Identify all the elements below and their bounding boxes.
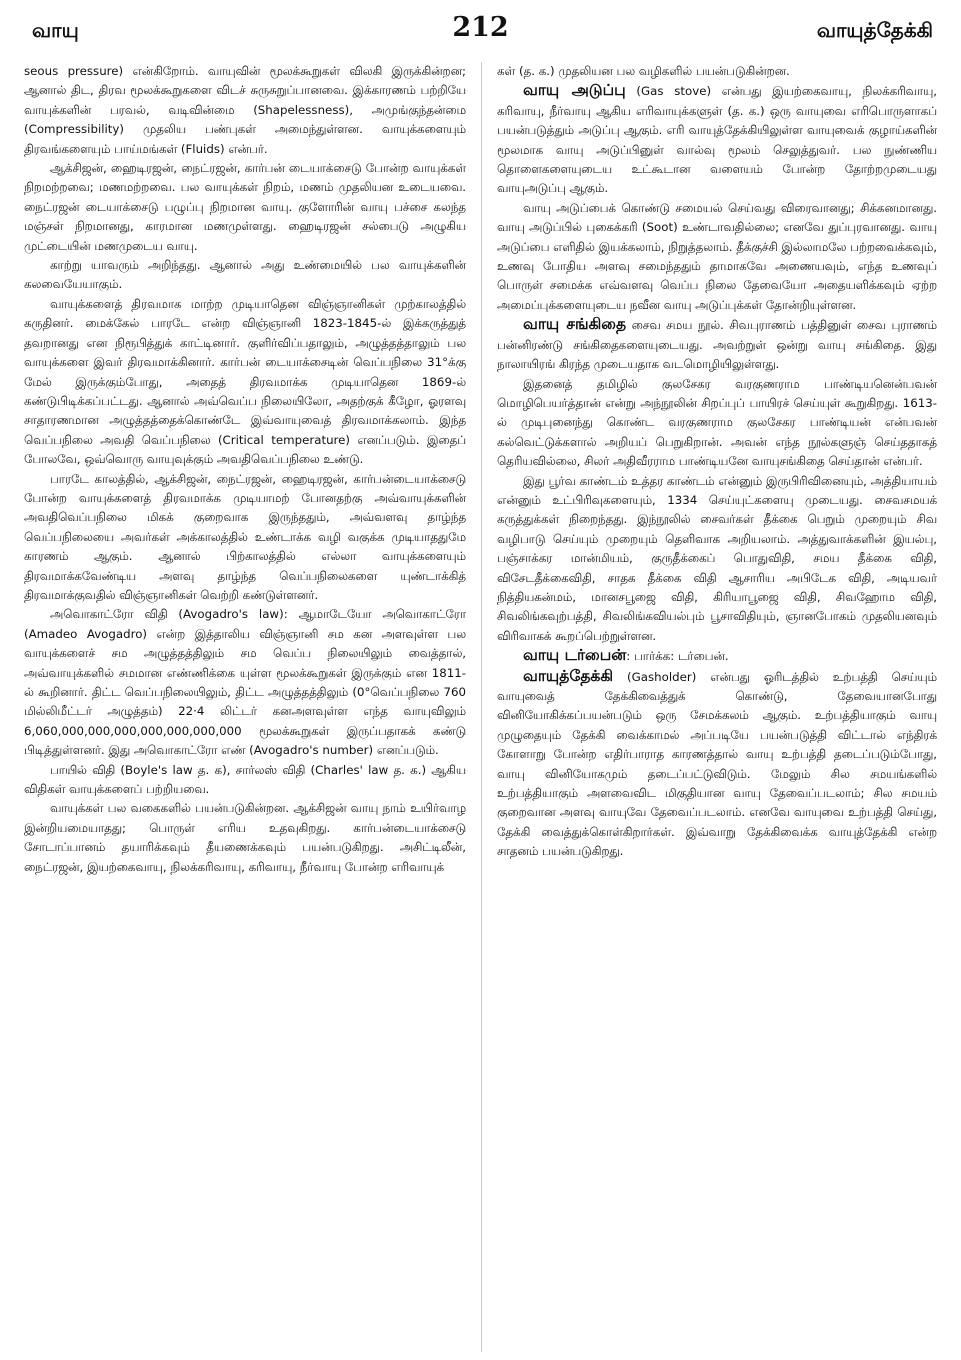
- right-column: [497, 62, 937, 1352]
- entry-title: வாயு அடுப்பு: [523, 81, 626, 100]
- paragraph: ஆக்சிஜன், ஹைடிரஜன், நைட்ரஜன், கார்பன் டையாக்சைடு போன்ற வாயுக்கள் நிறமற்றவை; மணமற்றவை. பல வாயுக்கள் நிறம், மணம் முதலியன உடையவை. நைட்ரஜன் டையாக்சைடு பழுப்பு நிறமான வாயு. குளோரின் வாயு பச்சை கலந்த மஞ்சள் நிறமானது, காரமான மணமுள்ளது. ஹைடிரஜன் சல்பைடு அழுகிய முட்டையின் மணமுடைய வாயு.: [24, 161, 466, 253]
- paragraph: வாயுக்களைத் திரவமாக மாற்ற முடியாதென விஞ்ஞானிகள் முற்காலத்தில் கருதினர். மைக்கேல் பாரடே என்ற விஞ்ஞானி 1823-1845-ல் இக்கருத்துத் தவறானது என நிரூபித்துக் காட்டினார். குளிர்விப்பதாலும், அழுத்தத்தாலும் பல வாயுக்களை இவர் திரவமாக்கினார். கார்பன் டையாக்சைடின் வெப்பநிலை 31°க்கு மேல் இருக்கும்போது, அதைத் திரவமாக்க முடியாதென 1869-ல் கண்டுபிடிக்கப்பட்டது. ஆனால் அவ்வெப்ப நிலையிலோ, அதற்குக் கீழோ, ஓரளவு சாதாரணமான அழுத்தத்தைக்கொண்டே இவ்வாயுவைத் திரவமாக்கலாம். இந்த வெப்பநிலை அவதி வெப்பநிலை (Critical temperature) எனப்படும். இதைப் போலவே, ஒவ்வொரு வாயுவுக்கும் அவதிவெப்பநிலை உண்டு.: [24, 296, 466, 467]
- column-divider: [481, 62, 482, 1352]
- paragraph: காற்று யாவரும் அறிந்தது. ஆனால் அது உண்மையில் பல வாயுக்களின் கலவையேயாகும்.: [24, 258, 466, 292]
- page-number: 212: [452, 12, 509, 43]
- paragraph: பாரடே காலத்தில், ஆக்சிஜன், நைட்ரஜன், ஹைடிரஜன், கார்பன்டையாக்சைடு போன்ற வாயுக்களைத் திரவமாக்க முடியாமற் போனதற்கு அவ்வாயுக்களின் அவதிவெப்பநிலை மிகக் குறைவாக இருந்ததும், அவ்வளவு தாழ்ந்த வெப்பநிலையை அவர்கள் அக்காலத்தில் உண்டாக்க வழி வகுக்க முடியாததுமே காரணம் ஆகும். ஆனால் பிற்காலத்தில் எல்லா வாயுக்களையும் திரவமாக்கவேண்டிய அளவு தாழ்ந்த வெப்பநிலைகளை யுண்டாக்கித் திரவமாக்குவதில் விஞ்ஞானிகள் வெற்றி கண்டுள்ளனர்.: [24, 471, 466, 602]
- paragraph: கள் (த. க.) முதலியன பல வழிகளில் பயன்படுகின்றன.: [497, 64, 790, 78]
- entry-gasholder: [497, 667, 937, 862]
- cross-reference: : பார்க்க: டர்பைன்.: [626, 649, 729, 664]
- entry-title: வாயு டர்பைன்: [523, 646, 627, 665]
- entry-text: (Gas stove) என்பது இயற்கைவாயு, நிலக்கரிவாயு, கரிவாயு, நீர்வாயு ஆகிய எரிவாயுக்களுள் (த. க.) ஒரு வாயுவை எரிபொருளாகப் பயன்படுத்தும் அடுப்பு ஆகும். எரி வாயுத்தேக்கியிலுள்ள வாயுவைக் குழாய்களின் மூலமாக வாயு அடுப்பினுள் வால்வு மூலம் செலுத்துவர். பல நுண்ணிய தொளைகளையுடைய உட்கூடான வளையம் போன்ற தோற்றமுடையது வாயுஅடுப்பு ஆகும்.: [497, 84, 937, 196]
- entry-text: சைவ சமய நூல். சிவபுராணம் பத்தினுள் சைவ புராணம் பன்னிரண்டு சங்கிதைகளையுடையது. அவற்றுள் ஒன்று வாயு சங்கிதை. இது நாலாயிரங் கிரந்த முடையதாக வடமொழியிலுள்ளது.: [497, 318, 937, 372]
- paragraph: இதனைத் தமிழில் குலசேகர வரகுணராம பாண்டியனென்பவன் மொழிபெயர்த்தான் என்று அந்நூலின் சிறப்புப் பாயிரச் செய்யுள் கூறுகிறது. 1613-ல் முடிபுனைந்து கொண்ட வரகுணராம குலசேகர பாண்டியன் என்பவன் கல்வெட்டுக்களால் அறியப் பெறுகிறான். அவன் எந்த நூல்களுஞ் செய்ததாகத் தெரியவில்லை, சிலர் அதிவீரராம பாண்டியனே வாயுசங்கிதை செய்தான் என்பர்.: [497, 376, 937, 469]
- entry-gas-stove: [497, 81, 937, 198]
- entry-vayu-samhita: [497, 315, 937, 374]
- paragraph: அவொகாட்ரோ விதி (Avogadro's law): ஆமாடேயோ அவொகாட்ரோ (Amadeo Avogadro) என்ற இத்தாலிய விஞ்ஞானி சம கன அளவுள்ள பல வாயுக்களைச் சம அழுத்தத்திலும் சம வெப்ப நிலையிலும் வைத்தால், அவ்வாயுக்களில் சமமான எண்ணிக்கை யுள்ள மூலக்கூறுகள் இருக்கும் என 1811-ல் கூறினார். திட்ட வெப்பநிலையிலும், திட்ட அழுத்தத்திலும் (0°வெப்பநிலை 760 மில்லிமீட்டர் அழுத்தம்) 22·4 லிட்டர் கனஅளவுள்ள எந்த வாயுவிலும் 6,060,000,000,000,000,000,000,000 மூலக்கூறுகள் இருப்பதாகக் கண்டு பிடித்துள்ளனர். இது அவொகாட்ரோ எண் (Avogadro's number) எனப்படும்.: [24, 607, 466, 758]
- page-header: [24, 10, 937, 50]
- entry-vayu-turbine: [497, 646, 937, 666]
- entry-title: வாயு சங்கிதை: [523, 315, 627, 334]
- entry-title: வாயுத்தேக்கி: [523, 666, 614, 685]
- left-column: [24, 62, 466, 1352]
- paragraph: பாயில் விதி (Boyle's law த. க), சார்லஸ் விதி (Charles' law த. க.) ஆகிய விதிகள் வாயுக்களைப் பற்றியவை.: [24, 762, 466, 797]
- paragraph: seous pressure) என்கிறோம். வாயுவின் மூலக்கூறுகள் விலகி இருக்கின்றன; ஆனால் திட, திரவ மூலக்கூறுகளை விடச் சுருசுறுப்பானவை. இக்காரணம் பற்றியே வாயுக்களின் பரவல், வடிவின்மை (Shapelessness), அமுங்குந்தன்மை (Compressibility) முதலிய பண்புகள் அமைந்துள்ளன. வாயுக்களையும் திரவங்களையும் பாய்மங்கள் (Fluids) என்பர்.: [24, 64, 466, 156]
- running-head-right: வாயுத்தேக்கி: [816, 18, 933, 42]
- paragraph: வாயு அடுப்பைக் கொண்டு சமையல் செய்வது விரைவானது; சிக்கனமானது. வாயு அடுப்பில் புகைக்கரி (Soot) உண்டாவதில்லை; எனவே துப்புரவானது. வாயு அடுப்பை எளிதில் இயக்கலாம், நிறுத்தலாம். தீக்குச்சி இல்லாமலே பற்றவைக்கவும், உணவு போதிய அளவு சமைந்ததும் தாமாகவே அணையவும், எந்த உணவுப் பொருள் சமைக்க எவ்வளவு வெப்ப நிலை தேவையோ அதையளிக்கவும் ஏற்ற அமைப்புக்களையுடைய நவீன வாயு அடுப்புக்கள் தோன்றியுள்ளன.: [497, 200, 937, 312]
- running-head-left: வாயு: [32, 18, 79, 42]
- entry-text: (Gasholder) என்பது ஓரிடத்தில் உற்பத்தி செய்யும் வாயுவைத் தேக்கிவைத்துக் கொண்டு, தேவையானபோது வினியோகிக்கப்பயன்படும் ஒரு சேமக்கலம் ஆகும். உற்பத்தியாகும் வாயு முழுதையும் தேக்கி வைக்காமல் அப்படியே பயன்படுத்தி விட்டால் எந்திரக் கோளாறு போன்ற எதிர்பாராத காரணத்தால் வாயு உற்பத்தி தடைப்படும்போது, வாயு வினியோகமும் தடைப்பட்டுவிடும். மேலும் சில சமயங்களில் உற்பத்தியாகும் அளவைவிட மிகுதியான வாயு தேவைப்படலாம்; சில சமயம் குறைவான அளவு வாயுவே தேவைப்படலாம். எனவே வாயுவை உற்பத்தி செய்து, தேக்கி வைத்துக்கொள்கிறார்கள். இவ்வாறு தேக்கிவைக்க வாயுத்தேக்கி என்ற சாதனம் பயன்படுகிறது.: [497, 669, 937, 859]
- paragraph: இது பூர்வ காண்டம் உத்தர காண்டம் என்னும் இருபிரிவினையும், அத்தியாயம் என்னும் உட்பிரிவுகளையும், 1334 செய்யுட்களையு முடையது. சைவசமயக் கருத்துக்கள் நிறைந்தது. இந்நூலில் சைவர்கள் தீக்கை பெறும் முறையும் சிவ வழிபாடு செய்யும் முறையும் தெளிவாக அறியலாம். அத்துவாக்களின் இயல்பு, பஞ்சாக்கர மான்மியம், குருதீக்கைப் பொதுவிதி, சமய தீக்கை விதி, விசேடதீக்கைவிதி, சாதக தீக்கை விதி ஆசாரிய அபிடேக விதி, அடியவர் நித்தியகன்மம், மானசபூஜை விதி, கிரியாபூஜை விதி, சிவஹோம விதி, சிவலிங்கவுற்பத்தி, சிவலிங்கவியல்பும் பூசாவிதியும், ஞானபோகம் முதலியனவும் விரிவாகக் கூறப்பெற்றுள்ளன.: [497, 473, 937, 643]
- paragraph: வாயுக்கள் பல வகைகளில் பயன்படுகின்றன. ஆக்சிஜன் வாயு நாம் உயிர்வாழ இன்றியமையாதது; பொருள் எரிய உதவுகிறது. கார்பன்டையாக்சைடு சோடாப்பானம் தயாரிக்கவும் தீயணைக்கவும் பயன்படுகிறது. அசிட்டிலீன், நைட்ரஜன், இயற்கைவாயு, நிலக்கரிவாயு, கரிவாயு, நீர்வாயு போன்ற எரிவாயுக்: [24, 801, 466, 874]
